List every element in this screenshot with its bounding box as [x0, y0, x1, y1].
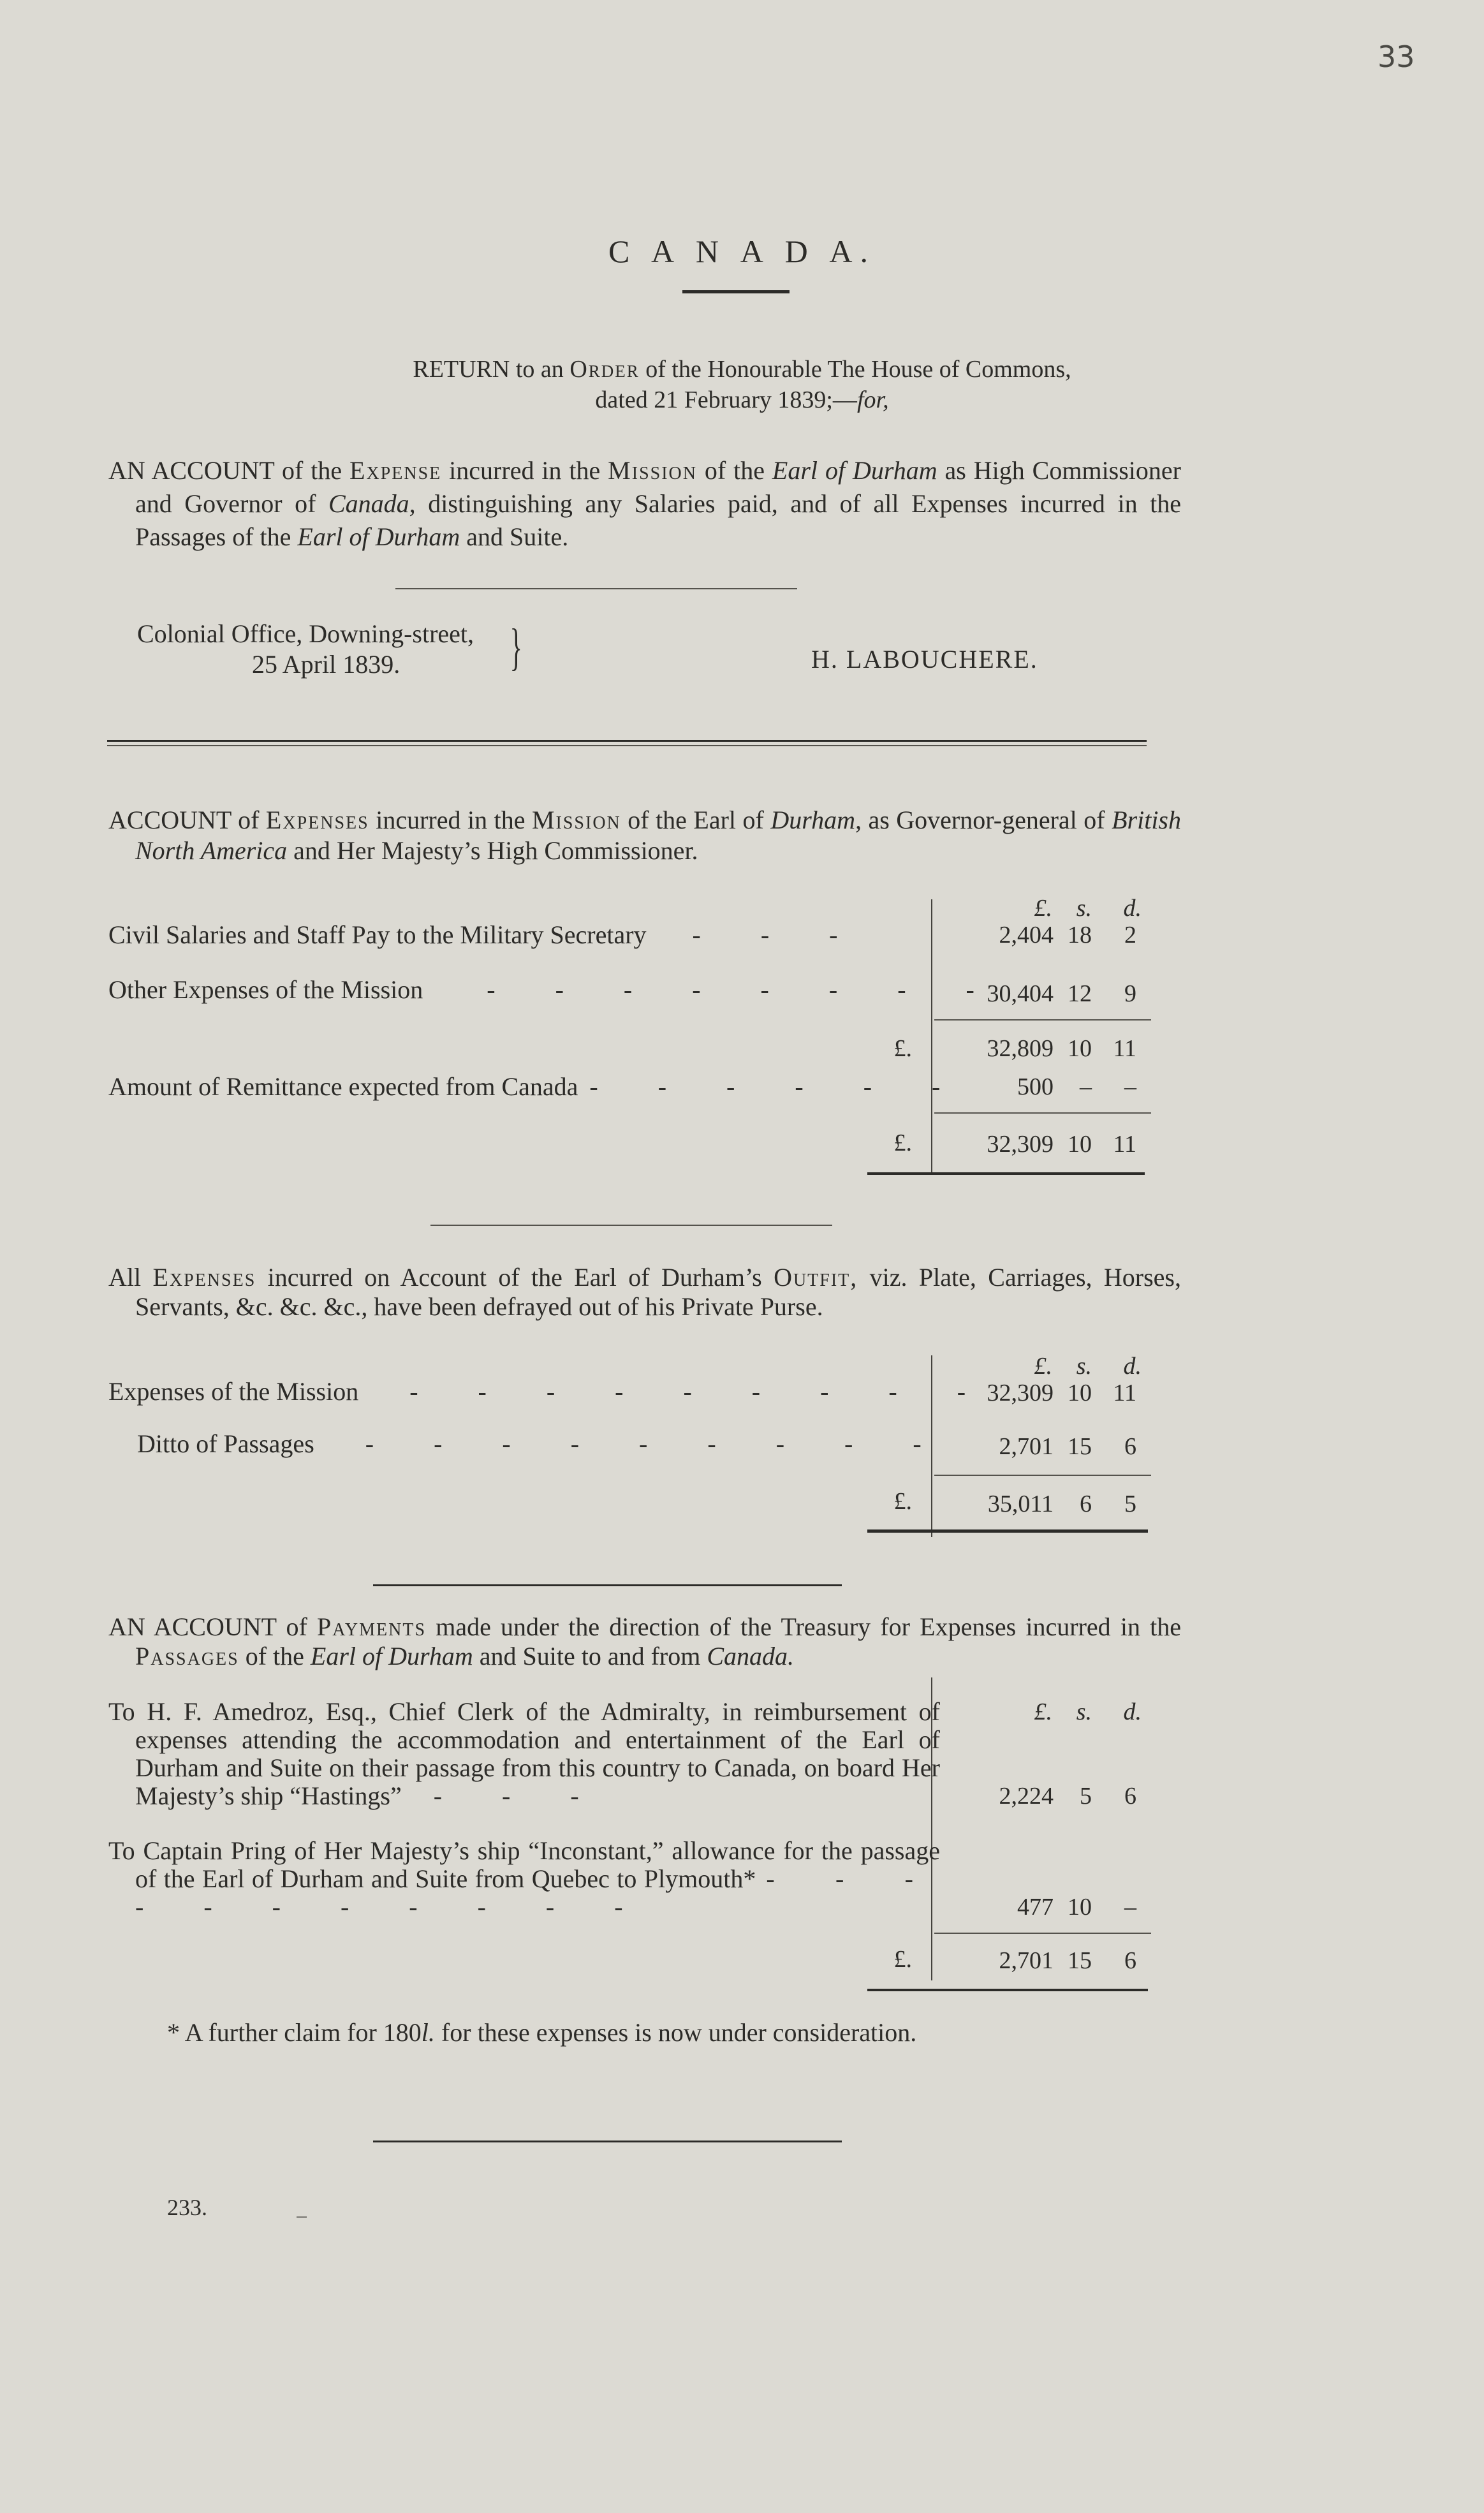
account2-row — [108, 1376, 992, 1407]
account2-outfit: Outfit, — [774, 1263, 858, 1292]
account3-total-rule — [934, 1933, 1151, 1934]
account1-total-underline — [867, 1172, 1145, 1175]
account1-subtotal-shillings: 10 — [1068, 1035, 1092, 1062]
account2-col-pounds: £. — [1034, 1353, 1052, 1380]
account3-total-pounds: 2,701 — [999, 1947, 1054, 1974]
page-number: 33 — [1377, 40, 1415, 74]
account3-item — [108, 1837, 940, 1921]
account2-col-pence: d. — [1123, 1353, 1142, 1380]
office-brace: } — [510, 619, 522, 675]
account3-item-pounds: 2,224 — [999, 1783, 1054, 1809]
leader-dots: - - - — [692, 920, 865, 949]
leader-dots: - - - - - - - - - — [365, 1429, 948, 1458]
account1-expenses: Expenses — [265, 806, 369, 834]
leader-dots: - - - - - - - - — [487, 975, 1001, 1004]
account2-text: incurred on Account of the Earl of Durham’s — [256, 1263, 774, 1292]
account1-text: incurred in the — [369, 806, 532, 834]
account2-row-shillings: 10 — [1068, 1380, 1092, 1406]
account1-text: of the Earl of — [621, 806, 771, 834]
account3-item-pounds: 477 — [1017, 1894, 1054, 1920]
footnote-unit: l. — [421, 2018, 435, 2047]
order-heading — [0, 354, 1484, 415]
bottom-rule — [373, 2141, 842, 2142]
order-date: dated 21 February 1839;— — [595, 387, 857, 413]
intro-text: as High Commissioner and Governor of — [135, 456, 1181, 518]
account1-remittance-row — [108, 1072, 967, 1102]
account3-item-shillings: 5 — [1080, 1783, 1092, 1809]
account1-row-pounds: 30,404 — [987, 980, 1054, 1007]
account3-col-pence: d. — [1123, 1699, 1142, 1725]
office-address — [137, 619, 474, 680]
account1-remittance-shillings: – — [1080, 1073, 1092, 1100]
office-date: 25 April 1839. — [252, 650, 400, 679]
account3-canada: Canada. — [707, 1642, 795, 1670]
account3-passages: Passages — [135, 1642, 239, 1670]
account3-item-pence: 6 — [1124, 1783, 1136, 1809]
order-word: Order — [569, 356, 640, 383]
order-text: of the Honourable The House of Commons, — [639, 356, 1071, 383]
account2-total-rule — [934, 1475, 1151, 1476]
leader-dots: - - - - - - - - - — [409, 1377, 993, 1406]
account1-total-rule — [934, 1112, 1151, 1114]
account1-col-shillings: s. — [1076, 895, 1092, 922]
account1-column-rule — [931, 899, 932, 1174]
account2-total-underline — [867, 1529, 1148, 1533]
account3-payments: Payments — [317, 1612, 427, 1641]
account1-total-symbol: £. — [893, 1130, 912, 1156]
footer-mark — [297, 2216, 307, 2218]
order-line-2 — [0, 385, 1484, 415]
account3-col-shillings: s. — [1076, 1699, 1092, 1725]
account3-text: made under the direction of the Treasury for Expenses incurred in the — [426, 1612, 1181, 1641]
row-label: Civil Salaries and Staff Pay to the Military Secretary — [108, 920, 647, 949]
leader-dots: - - - — [433, 1781, 606, 1810]
footnote — [167, 2017, 916, 2049]
signatory: H. LABOUCHERE. — [811, 645, 1038, 674]
leader-dots: - - - - - - - - - - - — [135, 1864, 940, 1921]
row-label: Other Expenses of the Mission — [108, 975, 423, 1004]
account3-text: and Suite to and from — [473, 1642, 707, 1670]
account3-total-shillings: 15 — [1068, 1947, 1092, 1974]
intro-text: of the — [696, 456, 772, 485]
account1-text: and Her Majesty’s High Commissioner. — [287, 836, 698, 865]
account1-total-pounds: 32,309 — [987, 1131, 1054, 1158]
account2-row-pence: 11 — [1113, 1380, 1136, 1406]
account2-row-pence: 6 — [1124, 1433, 1136, 1460]
section-divider — [373, 1584, 842, 1586]
account2-text: viz. Plate, Carriages, Horses, Servants, &c. &c. &c., have been defrayed out of his Private Purse. — [135, 1263, 1181, 1321]
account1-remittance-pence: – — [1124, 1073, 1136, 1100]
account1-row-pence: 2 — [1124, 922, 1136, 948]
page-title: C A N A D A. — [608, 233, 876, 269]
intro-earl: Earl of Durham — [772, 456, 937, 485]
account3-earl: Earl of Durham — [310, 1642, 473, 1670]
intro-expense: Expense — [349, 456, 442, 485]
leader-dots: - - - - - - — [589, 1072, 967, 1101]
account2-total-symbol: £. — [893, 1488, 912, 1515]
account1-row — [108, 920, 864, 950]
account3-total-pence: 6 — [1124, 1947, 1136, 1974]
account1-col-pounds: £. — [1034, 895, 1052, 922]
account1-total-shillings: 10 — [1068, 1131, 1092, 1158]
account1-subtotal-pounds: 32,809 — [987, 1035, 1054, 1062]
account1-row-shillings: 18 — [1068, 922, 1092, 948]
account1-row — [108, 975, 1001, 1005]
account2-row-pounds: 2,701 — [999, 1433, 1054, 1460]
account1-row-shillings: 12 — [1068, 980, 1092, 1007]
row-label: Expenses of the Mission — [108, 1377, 359, 1406]
account3-col-pounds: £. — [1034, 1699, 1052, 1725]
account2-heading — [108, 1263, 1181, 1322]
account1-bna: British North America — [135, 806, 1181, 865]
footnote-text: for these expenses is now under consideration. — [434, 2018, 917, 2047]
account2-row — [137, 1429, 948, 1459]
footer-number: 233. — [167, 2195, 207, 2220]
account2-total-pence: 5 — [1124, 1491, 1136, 1517]
order-text: RETURN to an — [413, 356, 570, 383]
account3-text: of the — [239, 1642, 311, 1670]
account1-subtotal-symbol: £. — [893, 1035, 912, 1062]
account1-subtotal-rule — [934, 1019, 1151, 1021]
section-divider — [395, 588, 797, 589]
account3-total-underline — [867, 1989, 1148, 1991]
account1-remittance-pounds: 500 — [1017, 1073, 1054, 1100]
account2-total-shillings: 6 — [1080, 1491, 1092, 1517]
intro-text: and Suite. — [460, 522, 569, 551]
account2-total-pounds: 35,011 — [987, 1491, 1054, 1517]
account3-item — [108, 1698, 940, 1810]
footnote-text: * A further claim for 180 — [167, 2018, 422, 2047]
intro-earl: Earl of Durham — [297, 522, 460, 551]
title-rule — [682, 290, 790, 293]
account3-heading — [108, 1612, 1181, 1671]
account1-durham: Durham, — [770, 806, 862, 834]
account1-heading — [108, 805, 1181, 866]
account2-col-shillings: s. — [1076, 1353, 1092, 1380]
intro-text: incurred in the — [441, 456, 608, 485]
account3-item-shillings: 10 — [1068, 1894, 1092, 1920]
account1-mission: Mission — [531, 806, 621, 834]
office-line: Colonial Office, Downing-street, — [137, 619, 474, 648]
intro-mission: Mission — [608, 456, 697, 485]
account1-text: as Governor-general of — [861, 806, 1112, 834]
double-rule-top — [107, 740, 1147, 742]
account1-row-pence: 9 — [1124, 980, 1136, 1007]
account2-row-pounds: 32,309 — [987, 1380, 1054, 1406]
double-rule-bottom — [107, 745, 1147, 746]
intro-text: distinguishing any Salaries paid, and of all Expenses incurred in the Passages of the — [135, 489, 1182, 551]
account1-text: ACCOUNT of — [108, 806, 266, 834]
intro-canada: Canada, — [328, 489, 416, 518]
account3-text: AN ACCOUNT of — [108, 1612, 318, 1641]
account1-subtotal-pence: 11 — [1113, 1035, 1136, 1062]
account1-row-pounds: 2,404 — [999, 922, 1054, 948]
row-label: Ditto of Passages — [137, 1429, 314, 1458]
account2-text: All — [108, 1263, 153, 1292]
account1-total-pence: 11 — [1113, 1131, 1136, 1158]
intro-text: AN ACCOUNT of the — [108, 456, 350, 485]
account3-total-symbol: £. — [893, 1946, 912, 1973]
row-label: Amount of Remittance expected from Canada — [108, 1072, 578, 1101]
section-divider — [430, 1225, 832, 1226]
order-for: for, — [856, 387, 889, 413]
item-text: To H. F. Amedroz, Esq., Chief Clerk of the Admiralty, in reimbursement of expenses attending the accommodation and entertainment of the Earl of Durham and Suite on their passage from this country to Canada, on board Her Majesty’s ship “Hastings” — [108, 1697, 940, 1810]
intro-paragraph — [108, 454, 1181, 554]
order-line-1 — [0, 354, 1484, 385]
item-text: To Captain Pring of Her Majesty’s ship “Inconstant,” allowance for the passage of the Earl of Durham and Suite from Quebec to Plymouth* — [108, 1836, 940, 1893]
account2-expenses: Expenses — [152, 1263, 256, 1292]
account3-item-pence: – — [1124, 1894, 1136, 1920]
account1-col-pence: d. — [1123, 895, 1142, 922]
account2-row-shillings: 15 — [1068, 1433, 1092, 1460]
